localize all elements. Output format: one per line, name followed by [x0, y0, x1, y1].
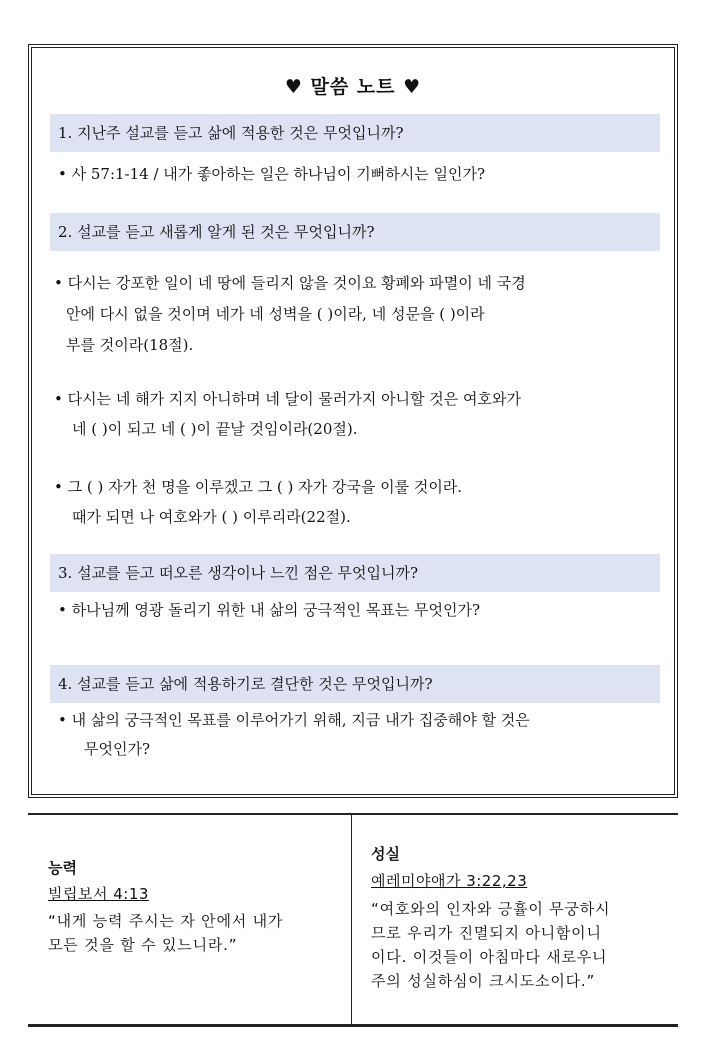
question-2-bar: 2. 설교를 듣고 새롭게 알게 된 것은 무엇입니까?: [50, 213, 660, 251]
question-4-bullet-line-1: • 내 삶의 궁극적인 목표를 이루어가기 위해, 지금 내가 집중해야 할 것은: [58, 711, 530, 729]
verse-right-text: [371, 897, 610, 993]
question-1-bullet: • 사 57:1-14 / 내가 좋아하는 일은 하나님이 기뻐하시는 일인가?: [58, 165, 485, 183]
question-2-item-1-line-3: 부를 것이라(18절).: [66, 336, 194, 354]
question-2-item-1-line-2: 안에 다시 없을 것이며 네가 네 성벽을 ( )이라, 네 성문을 ( )이라: [66, 305, 485, 323]
question-2-item-3-line-1: • 그 ( ) 자가 천 명을 이루겠고 그 ( ) 자가 강국을 이룰 것이라.: [54, 478, 463, 496]
sermon-note-box: [28, 44, 678, 798]
verse-right-title: 성실: [371, 845, 400, 863]
verse-left-text: [48, 909, 283, 957]
verse-right-text-line: 이다. 이것들이 아침마다 새로우니: [371, 948, 608, 966]
question-2-item-2-line-1: • 다시는 네 해가 지지 아니하며 네 달이 물러가지 아니할 것은 여호와가: [54, 390, 522, 408]
verse-right-text-line: 므로 우리가 진멸되지 아니함이니: [371, 924, 602, 942]
verse-left-title: 능력: [48, 859, 77, 877]
verse-right-text-line: 주의 성실하심이 크시도소이다.”: [371, 972, 596, 990]
verse-left-text-line: “내게 능력 주시는 자 안에서 내가: [48, 912, 284, 930]
memory-verse-footer: [28, 813, 678, 1027]
note-title: ♥ 말씀 노트 ♥: [284, 76, 422, 98]
question-2-item-2-line-2: 네 ( )이 되고 네 ( )이 끝날 것임이라(20절).: [72, 420, 358, 438]
footer-divider: [351, 815, 352, 1024]
question-3-bar: 3. 설교를 듣고 떠오른 생각이나 느낀 점은 무엇입니까?: [50, 554, 660, 592]
question-2-item-1-line-1: • 다시는 강포한 일이 네 땅에 들리지 않을 것이요 황폐와 파멸이 네 국경: [54, 274, 526, 292]
question-3-bullet: • 하나님께 영광 돌리기 위한 내 삶의 궁극적인 목표는 무엇인가?: [58, 601, 481, 619]
question-4-bar: 4. 설교를 듣고 삶에 적용하기로 결단한 것은 무엇입니까?: [50, 665, 660, 703]
question-1-bar: 1. 지난주 설교를 듣고 삶에 적용한 것은 무엇입니까?: [50, 114, 660, 152]
question-4-bullet-line-2: 무엇인가?: [84, 740, 151, 758]
question-2-item-3-line-2: 때가 되면 나 여호와가 ( ) 이루리라(22절).: [72, 508, 351, 526]
verse-left-reference: 빌립보서 4:13: [48, 885, 149, 903]
verse-left-text-line: 모든 것을 할 수 있느니라.”: [48, 936, 238, 954]
verse-right-reference: 예레미야애가 3:22,23: [371, 872, 528, 890]
verse-right-text-line: “여호와의 인자와 긍휼이 무궁하시: [371, 900, 611, 918]
